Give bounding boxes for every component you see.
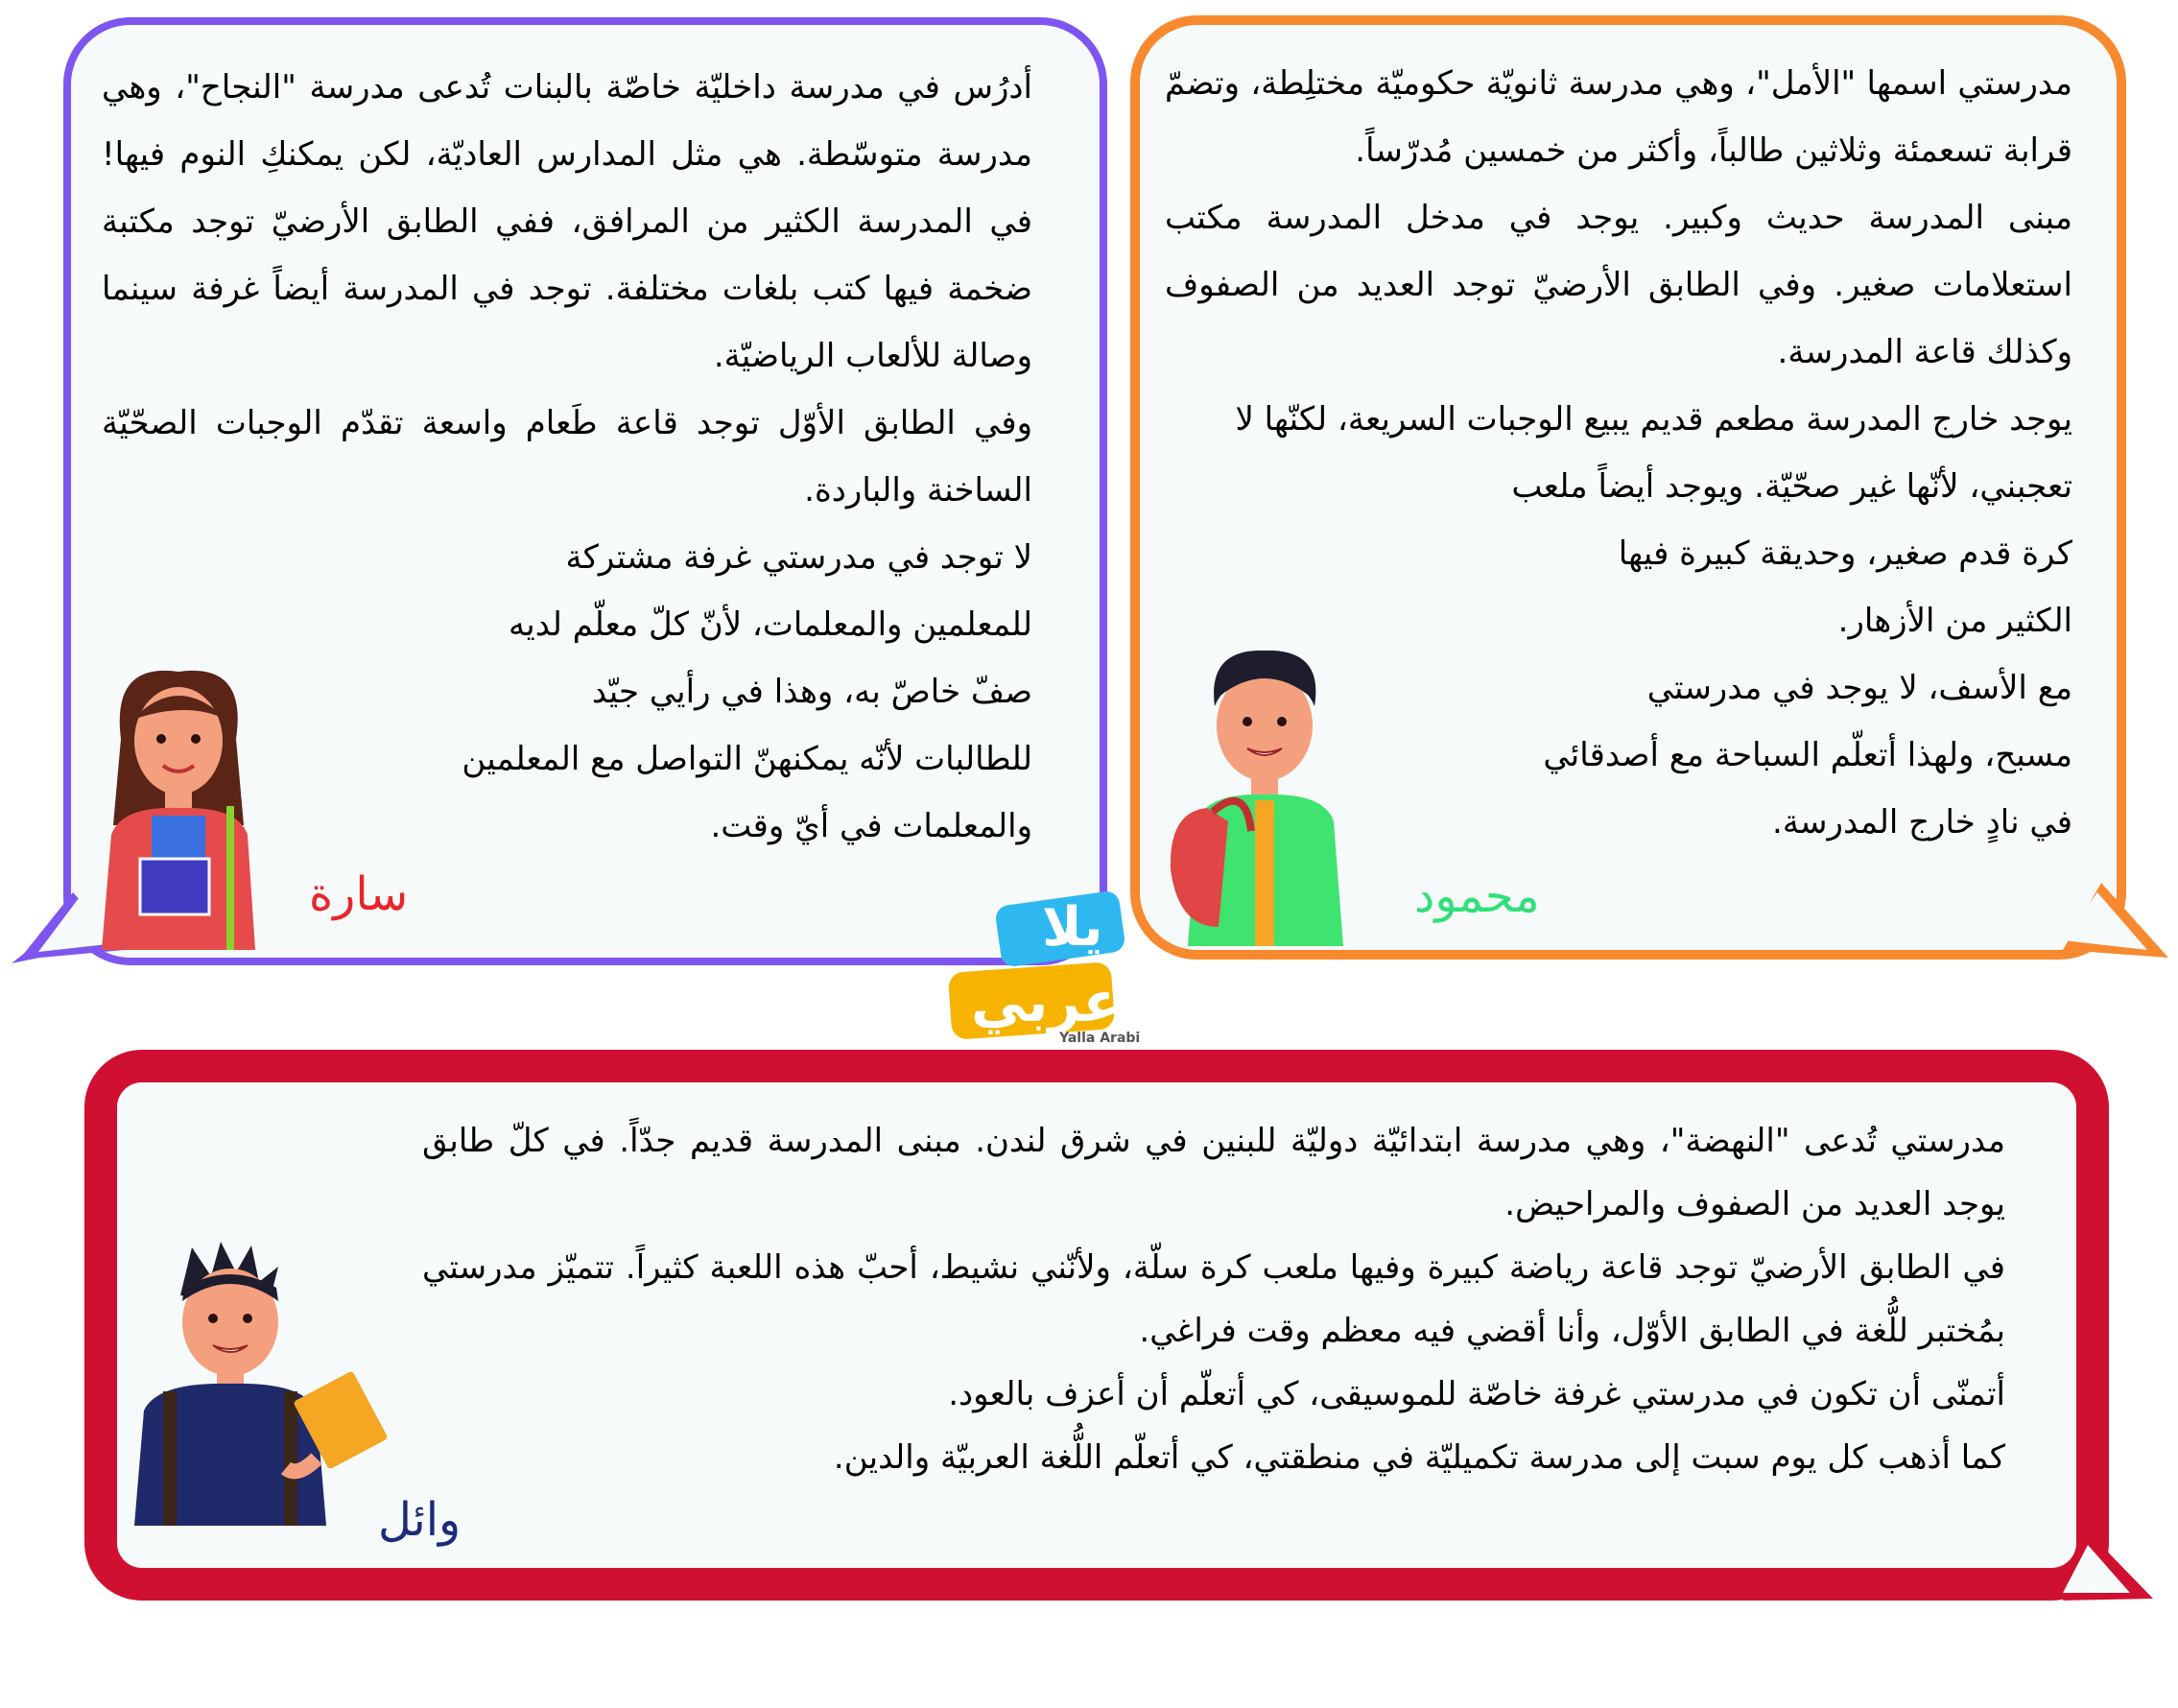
sara-paragraph-1: أدرُس في مدرسة داخليّة خاصّة بالبنات تُدعى مدرسة "النجاح"، وهي مدرسة متوسّطة. هي مثل المدارس العاديّة، لكن يمكنكِ النوم فيها! في المدرسة الكثير من المرافق، ففي الطابق الأرضيّ توجد مكتبة ضخمة فيها كتب بلغات مختلفة. توجد في المدرسة أيضاً غرفة سينما وصالة للألعاب الرياضيّة. (102, 68, 1032, 375)
wael-paragraph-3: أتمنّى أن تكون في مدرستي غرفة خاصّة للموسيقى، كي أتعلّم أن أعزف بالعود. (948, 1375, 2005, 1413)
wael-text (422, 1109, 2005, 1489)
mahmoud-paragraph-3: يوجد خارج المدرسة مطعم قديم يبيع الوجبات السريعة، لكنّها لا تعجبني، لأنّها غير صحّيّة. ويوجد أيضاً ملعب كرة قدم صغير، وحديقة كبيرة فيها الكثير من الأزهار. (1235, 400, 2072, 640)
sara-paragraph-3: لا توجد في مدرستي غرفة مشتركة للمعلمين والمعلمات، لأنّ كلّ معلّم لديه صفّ خاصّ به، وهذا في رأيي جيّد للطالبات لأنّه يمكنهنّ التواصل مع المعلمين والمعلمات في أيّ وقت. (462, 538, 1032, 845)
wael-paragraph-1: مدرستي تُدعى "النهضة"، وهي مدرسة ابتدائيّة دوليّة للبنين في شرق لندن. مبنى المدرسة قديم جدّاً. في كلّ طابق يوجد العديد من الصفوف والمراحيض. (422, 1122, 2005, 1223)
logo-text-line1: يلا (1042, 896, 1103, 959)
wael-paragraph-2: في الطابق الأرضيّ توجد قاعة رياضة كبيرة وفيها ملعب كرة سلّة، ولأنّني نشيط، أحبّ هذه اللعبة كثيراً. تتميّز مدرستي بمُختبر للُّغة في الطابق الأوّل، وأنا أقضي فيه معظم وقت فراغي. (422, 1248, 2005, 1350)
mahmoud-name: محمود (1414, 869, 1540, 923)
logo-text-line2: عربي (971, 969, 1122, 1034)
mahmoud-paragraph-4: مع الأسف، لا يوجد في مدرستي مسبح، ولهذا أتعلّم السباحة مع أصدقائي في نادٍ خارج المدرسة. (1543, 669, 2072, 842)
sara-paragraph-2: وفي الطابق الأوّل توجد قاعة طَعام واسعة تقدّم الوجبات الصحّيّة الساخنة والباردة. (102, 404, 1032, 510)
wael-name: وائل (378, 1493, 462, 1547)
mahmoud-paragraph-1: مدرستي اسمها "الأمل"، وهي مدرسة ثانويّة حكوميّة مختلِطة، وتضمّ قرابة تسعمئة وثلاثين طالباً، وأكثر من خمسين مُدرّساً. (1165, 64, 2072, 170)
logo-latin: Yalla Arabi (1059, 1031, 1141, 1046)
sara-name: سارة (309, 867, 409, 921)
mahmoud-paragraph-2: مبنى المدرسة حديث وكبير. يوجد في مدخل المدرسة مكتب استعلامات صغير. وفي الطابق الأرضيّ توجد العديد من الصفوف وكذلك قاعة المدرسة. (1165, 199, 2072, 371)
wael-paragraph-4: كما أذهب كل يوم سبت إلى مدرسة تكميليّة في منطقتي، كي أتعلّم اللُّغة العربيّة والدين. (833, 1438, 2005, 1477)
boy-student-book-icon (125, 1238, 393, 1526)
